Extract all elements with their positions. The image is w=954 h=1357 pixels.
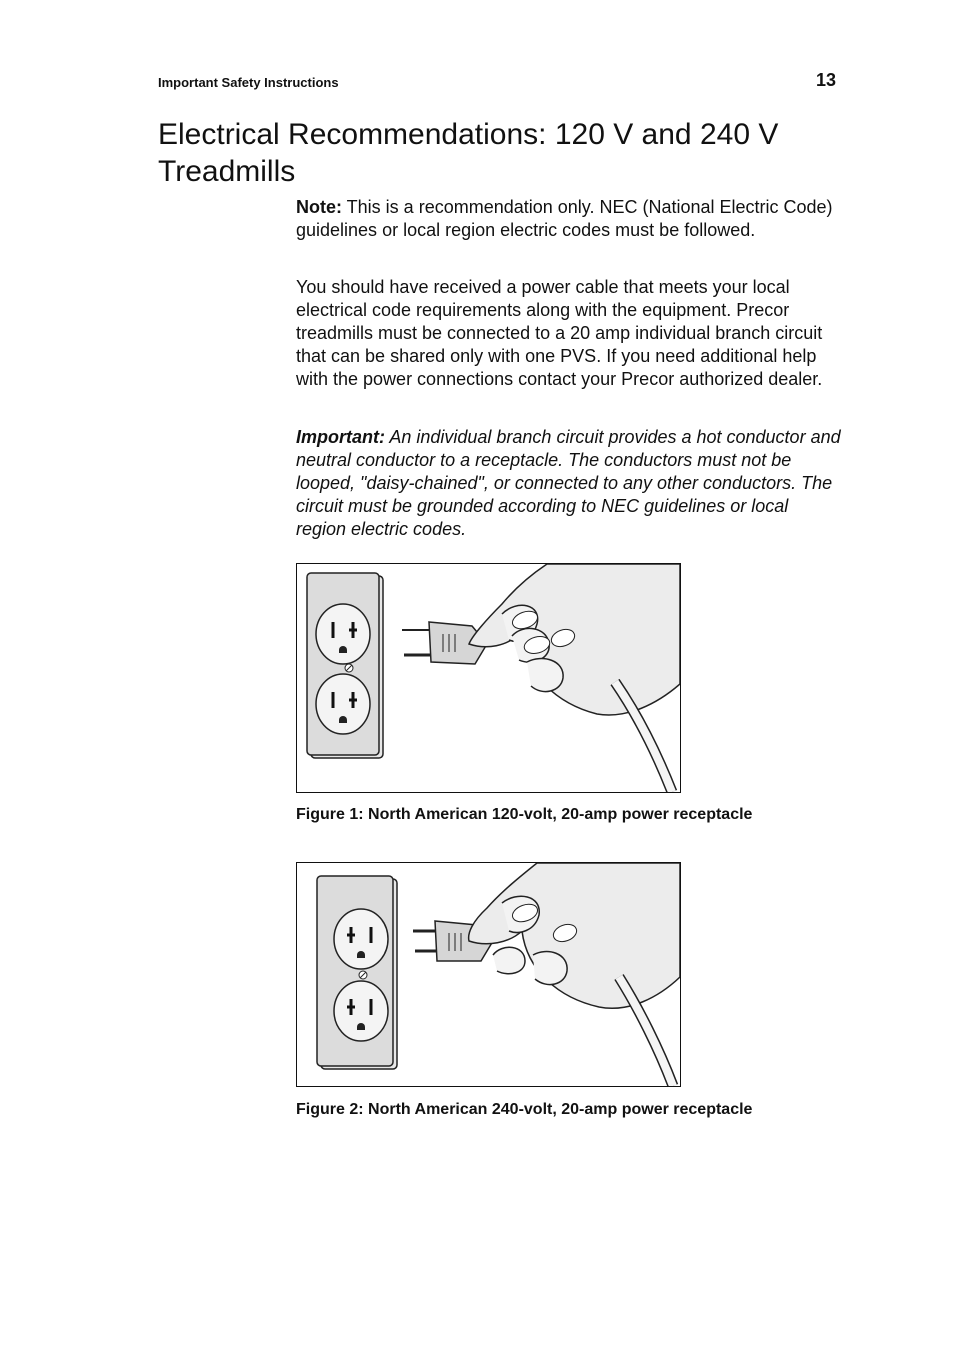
note-text: This is a recommendation only. NEC (National Electric Code) guidelines or local region electric codes must be followed.	[296, 197, 833, 240]
figure-2	[296, 862, 681, 1087]
page-title: Electrical Recommendations: 120 V and 240 V Treadmills	[158, 118, 779, 188]
note-label: Note:	[296, 197, 342, 217]
figure-1	[296, 563, 681, 793]
running-head: Important Safety Instructions	[158, 75, 339, 90]
important-label: Important:	[296, 427, 385, 447]
important-text: An individual branch circuit provides a hot conductor and neutral conductor to a receptacle. The conductors must not be looped, "daisy-chained", or connected to any other conductors. The circuit must be grounded according to NEC guidelines or local region electric codes.	[296, 427, 841, 539]
receptacle-120v-illustration	[297, 564, 680, 792]
page-number: 13	[815, 70, 836, 90]
receptacle-240v-illustration	[297, 863, 680, 1086]
figure-2-caption: Figure 2: North American 240-volt, 20-amp power receptacle	[296, 1101, 753, 1118]
power-cable-paragraph	[296, 276, 842, 391]
figure-1-caption: Figure 1: North American 120-volt, 20-amp power receptacle	[296, 806, 753, 823]
note-paragraph	[296, 196, 842, 242]
important-paragraph	[296, 426, 842, 541]
power-cable-text: You should have received a power cable that meets your local electrical code requirements along with the equipment. Precor treadmills must be connected to a 20 amp individual branch circuit that can be shared only with one PVS. If you need additional help with the power connections contact your Precor authorized dealer.	[296, 277, 823, 389]
